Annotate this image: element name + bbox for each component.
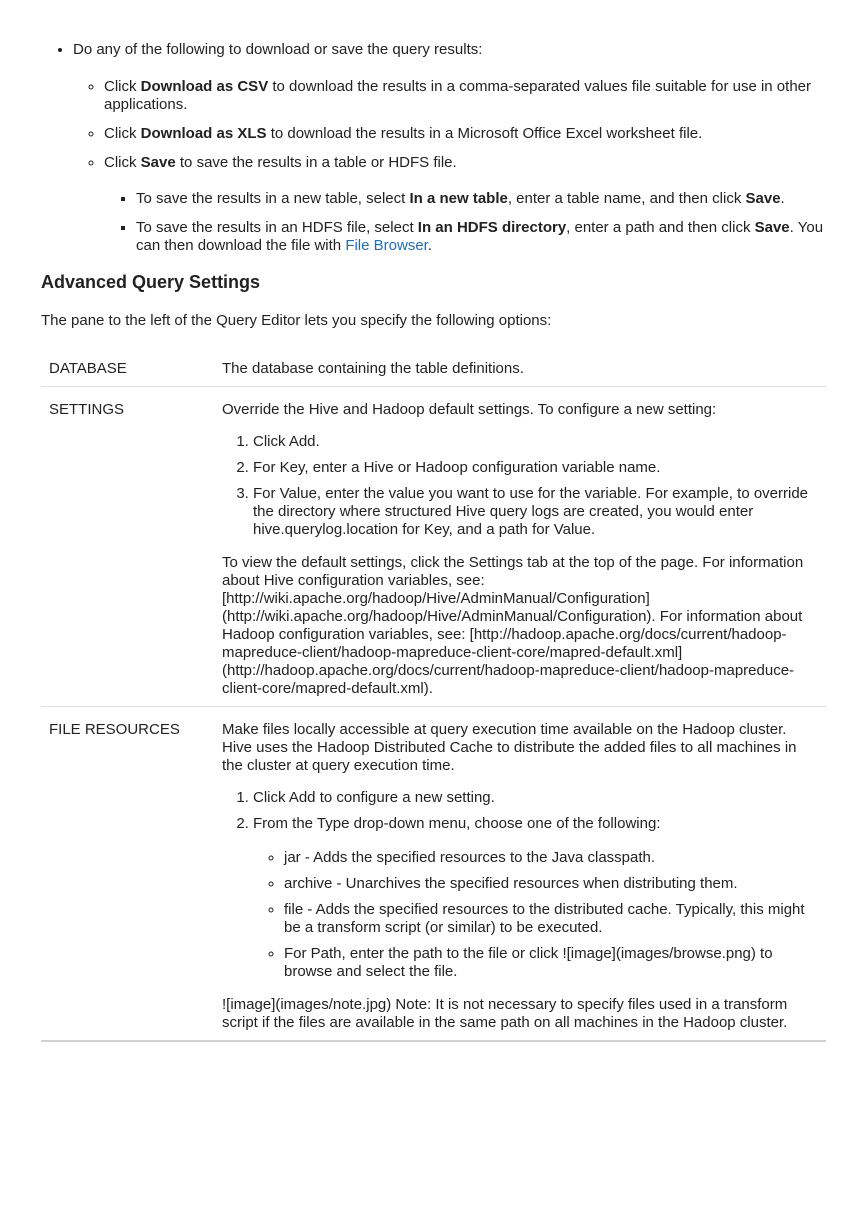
save-options-list bbox=[104, 190, 826, 255]
list-item bbox=[73, 41, 826, 255]
text: to save the results in a table or HDFS file. bbox=[175, 154, 457, 171]
document-page bbox=[41, 30, 826, 1042]
text: Click bbox=[104, 78, 141, 95]
ui-term: Download as CSV bbox=[140, 78, 269, 95]
option-value bbox=[214, 707, 826, 1042]
text: To save the results in a new table, select bbox=[136, 190, 410, 207]
ui-term: Save bbox=[140, 154, 176, 171]
list-item: 1. Click Add to configure a new setting. bbox=[253, 789, 818, 807]
list-item bbox=[136, 190, 826, 208]
table-row bbox=[41, 387, 826, 707]
list-item bbox=[104, 154, 826, 255]
list-item: ◦ file - Adds the specified resources to the distributed cache. Typically, this might be a transform script (or similar) to be executed. bbox=[284, 901, 818, 937]
list-item bbox=[104, 125, 826, 143]
option-value bbox=[214, 387, 826, 707]
text: to download the results in a Microsoft Office Excel worksheet file. bbox=[266, 125, 703, 142]
settings-steps bbox=[222, 433, 818, 539]
section-title: Advanced Query Settings bbox=[41, 272, 261, 292]
list-item: 2. For Key, enter a Hive or Hadoop configuration variable name. bbox=[253, 459, 818, 477]
list-item bbox=[253, 815, 818, 981]
option-key: SETTINGS bbox=[41, 387, 214, 707]
text: Click bbox=[104, 125, 141, 142]
text: From the Type drop-down menu, choose one of the following: bbox=[253, 815, 661, 832]
text: . bbox=[780, 190, 785, 207]
ui-term: Download as XLS bbox=[140, 125, 267, 142]
text: Click bbox=[104, 154, 141, 171]
ui-term: In an HDFS directory bbox=[417, 219, 567, 236]
options-table bbox=[41, 346, 826, 1042]
file-resources-steps bbox=[222, 789, 818, 981]
table-row bbox=[41, 346, 826, 387]
settings-note: To view the default settings, click the Settings tab at the top of the page. For information about Hive configuration variables, see: [http://wiki.apache.org/hadoop/Hive/AdminManual/Configuration] (http://wiki.apache.org/hadoop/Hive/AdminManual/Configuration). For information about Hadoop configuration variables, see: [http://hadoop.apache.org/docs/current/hadoop-mapreduce-client/hadoop-mapreduce-client-core/mapred-default.xml] (http://hadoop.apache.org/docs/current/hadoop-mapreduce-client/hadoop-mapreduce-client-core/mapred-default.xml). bbox=[222, 554, 804, 697]
ui-term: In a new table bbox=[409, 190, 508, 207]
text: , enter a table name, and then click bbox=[507, 190, 746, 207]
table-row bbox=[41, 707, 826, 1042]
list-item: 3. For Value, enter the value you want to use for the variable. For example, to override the directory where structured Hive query logs are created, you would enter hive.querylog.location for Key, and a path for Value. bbox=[253, 485, 818, 539]
option-key: FILE RESOURCES bbox=[41, 707, 214, 1042]
text: . You can then download the file with bbox=[136, 219, 824, 254]
ui-term: Save bbox=[745, 190, 781, 207]
option-desc: Override the Hive and Hadoop default settings. To configure a new setting: bbox=[222, 401, 717, 418]
option-desc: Make files locally accessible at query execution time available on the Hadoop cluster. Hive uses the Hadoop Distributed Cache to distribute the added files to all machines in the cluster at query execution time. bbox=[222, 721, 797, 774]
option-key: DATABASE bbox=[41, 346, 214, 387]
type-options-list bbox=[253, 849, 818, 981]
text: , enter a path and then click bbox=[566, 219, 755, 236]
text: . bbox=[427, 237, 433, 254]
list-item: ◦ jar - Adds the specified resources to the Java classpath. bbox=[284, 849, 818, 867]
download-options-list bbox=[73, 78, 826, 255]
text: To save the results in an HDFS file, select bbox=[136, 219, 418, 236]
option-value bbox=[214, 346, 826, 387]
ui-term: Save bbox=[754, 219, 790, 236]
option-desc: The database containing the table definitions. bbox=[222, 360, 524, 377]
text: to download the results in a comma-separated values file suitable for use in other applications. bbox=[104, 78, 812, 113]
list-item: ◦ For Path, enter the path to the file or click ![image](images/browse.png) to browse and select the file. bbox=[284, 945, 818, 981]
list-item bbox=[104, 78, 826, 114]
list-item: ◦ archive - Unarchives the specified resources when distributing them. bbox=[284, 875, 818, 893]
top-bullet-text: Do any of the following to download or save the query results: bbox=[73, 41, 483, 58]
file-resources-note: ![image](images/note.jpg) Note: It is not necessary to specify files used in a transform script if the files are available in the same path on all machines in the Hadoop cluster. bbox=[222, 996, 788, 1031]
list-item bbox=[136, 219, 826, 255]
intro-text: The pane to the left of the Query Editor lets you specify the following options: bbox=[41, 312, 552, 329]
list-item: 1. Click Add. bbox=[253, 433, 818, 451]
download-bullet-list bbox=[41, 41, 826, 255]
file-browser-link[interactable]: File Browser bbox=[345, 237, 428, 254]
